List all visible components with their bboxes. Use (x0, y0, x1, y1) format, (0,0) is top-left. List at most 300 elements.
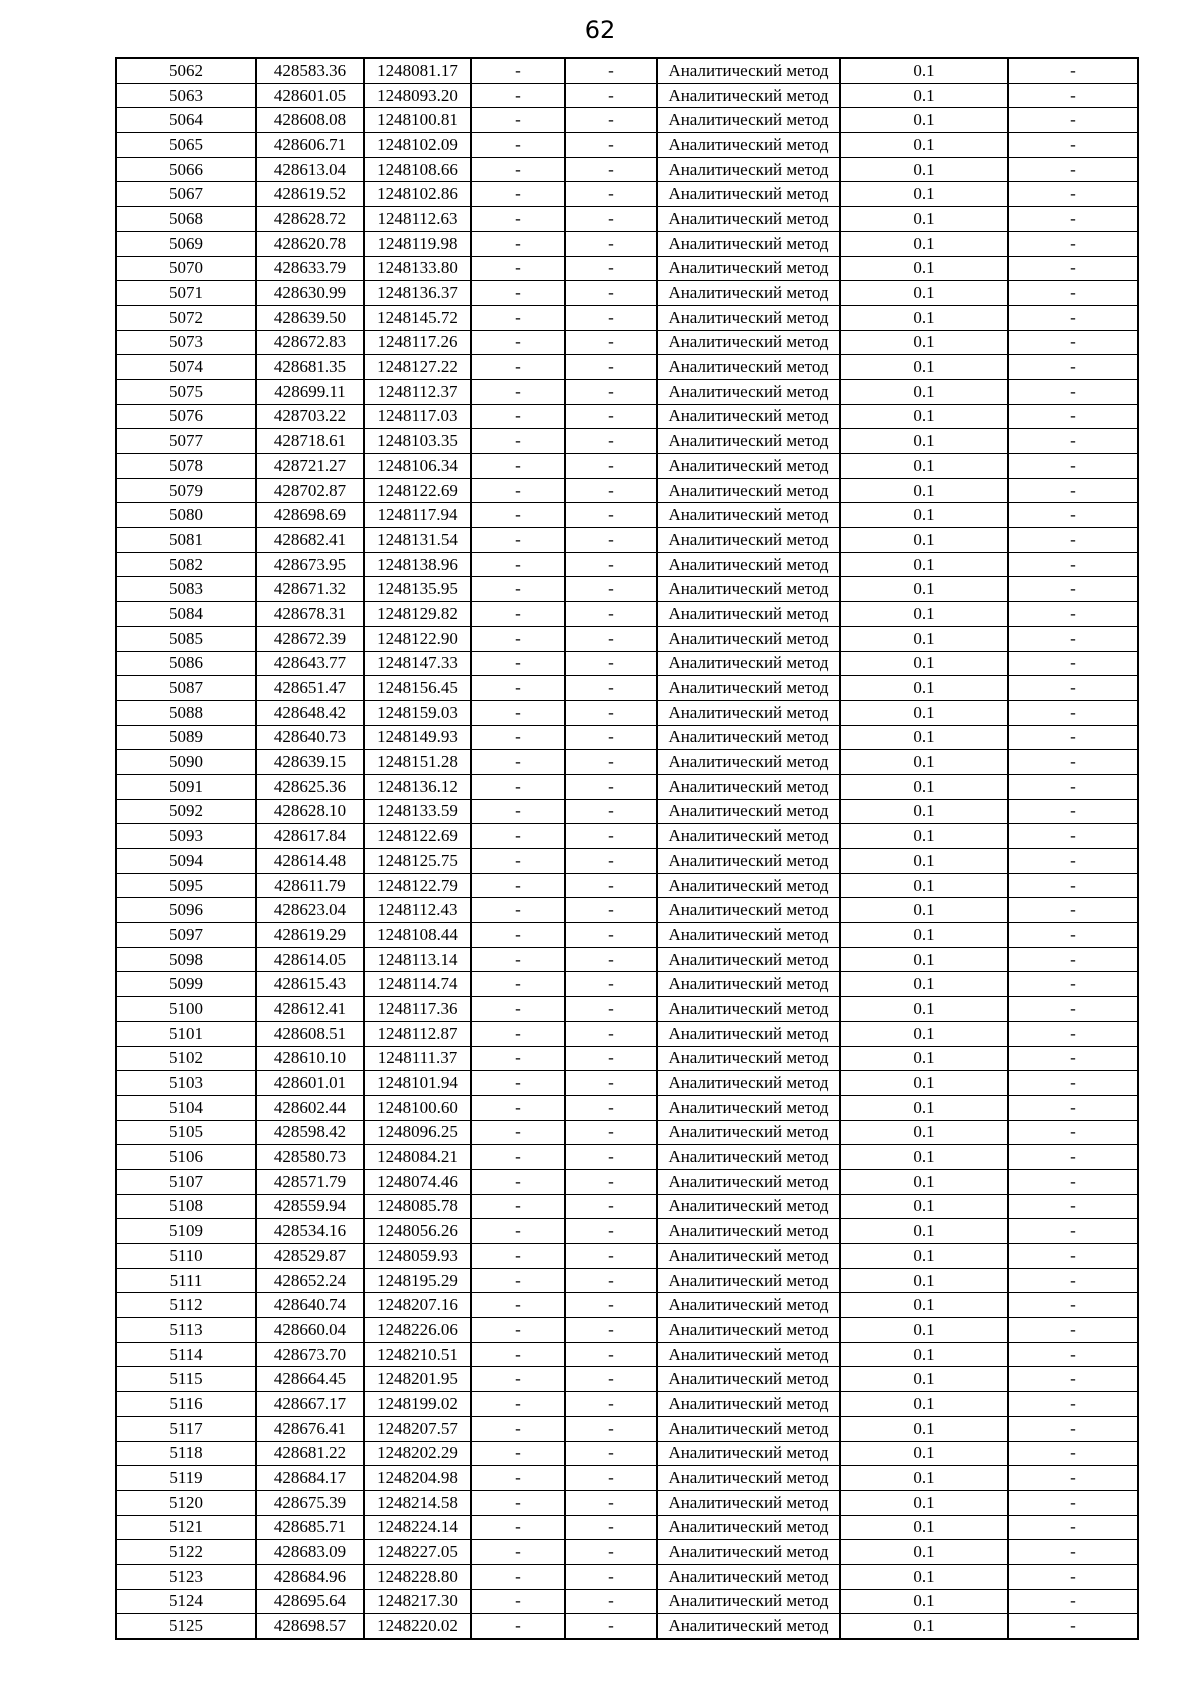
table-row (116, 1244, 1138, 1269)
table-row (116, 330, 1138, 355)
method-cell: Аналитический метод (657, 552, 840, 577)
y-coordinate-cell: 1248117.03 (364, 404, 471, 429)
dash-cell-2: - (565, 1071, 657, 1096)
dash-cell-1: - (471, 651, 565, 676)
dash-cell-2: - (565, 1169, 657, 1194)
dash-cell-3: - (1008, 454, 1138, 479)
dash-cell-3: - (1008, 1145, 1138, 1170)
dash-cell-3: - (1008, 873, 1138, 898)
y-coordinate-cell: 1248145.72 (364, 305, 471, 330)
dash-cell-3: - (1008, 1490, 1138, 1515)
point-number-cell: 5081 (116, 528, 256, 553)
point-number-cell: 5111 (116, 1268, 256, 1293)
method-cell: Аналитический метод (657, 849, 840, 874)
table-row (116, 750, 1138, 775)
accuracy-cell: 0.1 (840, 1244, 1008, 1269)
x-coordinate-cell: 428683.09 (256, 1540, 364, 1565)
dash-cell-3: - (1008, 849, 1138, 874)
dash-cell-3: - (1008, 404, 1138, 429)
accuracy-cell: 0.1 (840, 1564, 1008, 1589)
dash-cell-1: - (471, 207, 565, 232)
point-number-cell: 5118 (116, 1441, 256, 1466)
x-coordinate-cell: 428673.70 (256, 1342, 364, 1367)
x-coordinate-cell: 428640.73 (256, 725, 364, 750)
dash-cell-2: - (565, 503, 657, 528)
dash-cell-1: - (471, 1490, 565, 1515)
method-cell: Аналитический метод (657, 676, 840, 701)
accuracy-cell: 0.1 (840, 799, 1008, 824)
accuracy-cell: 0.1 (840, 997, 1008, 1022)
dash-cell-3: - (1008, 1095, 1138, 1120)
y-coordinate-cell: 1248056.26 (364, 1219, 471, 1244)
dash-cell-2: - (565, 1318, 657, 1343)
table-row (116, 355, 1138, 380)
dash-cell-2: - (565, 1589, 657, 1614)
dash-cell-3: - (1008, 1589, 1138, 1614)
x-coordinate-cell: 428534.16 (256, 1219, 364, 1244)
accuracy-cell: 0.1 (840, 503, 1008, 528)
y-coordinate-cell: 1248081.17 (364, 58, 471, 83)
x-coordinate-cell: 428601.01 (256, 1071, 364, 1096)
point-number-cell: 5064 (116, 108, 256, 133)
accuracy-cell: 0.1 (840, 1169, 1008, 1194)
dash-cell-1: - (471, 1293, 565, 1318)
table-row (116, 824, 1138, 849)
dash-cell-2: - (565, 182, 657, 207)
x-coordinate-cell: 428698.69 (256, 503, 364, 528)
dash-cell-2: - (565, 997, 657, 1022)
method-cell: Аналитический метод (657, 305, 840, 330)
y-coordinate-cell: 1248214.58 (364, 1490, 471, 1515)
dash-cell-2: - (565, 429, 657, 454)
dash-cell-3: - (1008, 651, 1138, 676)
table-row (116, 873, 1138, 898)
table-row (116, 1145, 1138, 1170)
dash-cell-2: - (565, 83, 657, 108)
dash-cell-2: - (565, 750, 657, 775)
dash-cell-3: - (1008, 478, 1138, 503)
accuracy-cell: 0.1 (840, 577, 1008, 602)
x-coordinate-cell: 428718.61 (256, 429, 364, 454)
dash-cell-3: - (1008, 750, 1138, 775)
x-coordinate-cell: 428643.77 (256, 651, 364, 676)
y-coordinate-cell: 1248100.60 (364, 1095, 471, 1120)
y-coordinate-cell: 1248228.80 (364, 1564, 471, 1589)
table-row (116, 1540, 1138, 1565)
accuracy-cell: 0.1 (840, 454, 1008, 479)
dash-cell-2: - (565, 256, 657, 281)
dash-cell-1: - (471, 1021, 565, 1046)
table-row (116, 1095, 1138, 1120)
y-coordinate-cell: 1248224.14 (364, 1515, 471, 1540)
point-number-cell: 5082 (116, 552, 256, 577)
dash-cell-2: - (565, 873, 657, 898)
accuracy-cell: 0.1 (840, 1071, 1008, 1096)
dash-cell-3: - (1008, 1466, 1138, 1491)
table-row (116, 676, 1138, 701)
method-cell: Аналитический метод (657, 182, 840, 207)
dash-cell-3: - (1008, 1441, 1138, 1466)
table-row (116, 1564, 1138, 1589)
dash-cell-1: - (471, 552, 565, 577)
dash-cell-2: - (565, 1342, 657, 1367)
dash-cell-2: - (565, 528, 657, 553)
x-coordinate-cell: 428559.94 (256, 1194, 364, 1219)
x-coordinate-cell: 428617.84 (256, 824, 364, 849)
dash-cell-3: - (1008, 1268, 1138, 1293)
point-number-cell: 5106 (116, 1145, 256, 1170)
y-coordinate-cell: 1248201.95 (364, 1367, 471, 1392)
x-coordinate-cell: 428580.73 (256, 1145, 364, 1170)
dash-cell-3: - (1008, 1120, 1138, 1145)
point-number-cell: 5079 (116, 478, 256, 503)
dash-cell-3: - (1008, 799, 1138, 824)
x-coordinate-cell: 428684.96 (256, 1564, 364, 1589)
x-coordinate-cell: 428671.32 (256, 577, 364, 602)
table-row (116, 997, 1138, 1022)
table-row (116, 725, 1138, 750)
y-coordinate-cell: 1248217.30 (364, 1589, 471, 1614)
dash-cell-2: - (565, 1021, 657, 1046)
dash-cell-1: - (471, 1515, 565, 1540)
method-cell: Аналитический метод (657, 873, 840, 898)
dash-cell-2: - (565, 923, 657, 948)
point-number-cell: 5065 (116, 133, 256, 158)
point-number-cell: 5114 (116, 1342, 256, 1367)
dash-cell-1: - (471, 83, 565, 108)
method-cell: Аналитический метод (657, 355, 840, 380)
dash-cell-3: - (1008, 83, 1138, 108)
method-cell: Аналитический метод (657, 898, 840, 923)
dash-cell-3: - (1008, 58, 1138, 83)
point-number-cell: 5113 (116, 1318, 256, 1343)
method-cell: Аналитический метод (657, 577, 840, 602)
accuracy-cell: 0.1 (840, 602, 1008, 627)
dash-cell-3: - (1008, 1614, 1138, 1639)
method-cell: Аналитический метод (657, 503, 840, 528)
dash-cell-2: - (565, 799, 657, 824)
point-number-cell: 5102 (116, 1046, 256, 1071)
dash-cell-3: - (1008, 1318, 1138, 1343)
point-number-cell: 5085 (116, 626, 256, 651)
point-number-cell: 5089 (116, 725, 256, 750)
method-cell: Аналитический метод (657, 404, 840, 429)
table-body (116, 58, 1138, 1639)
y-coordinate-cell: 1248114.74 (364, 972, 471, 997)
dash-cell-2: - (565, 1416, 657, 1441)
accuracy-cell: 0.1 (840, 404, 1008, 429)
dash-cell-1: - (471, 1120, 565, 1145)
method-cell: Аналитический метод (657, 207, 840, 232)
table-row (116, 256, 1138, 281)
x-coordinate-cell: 428660.04 (256, 1318, 364, 1343)
y-coordinate-cell: 1248136.12 (364, 774, 471, 799)
x-coordinate-cell: 428625.36 (256, 774, 364, 799)
x-coordinate-cell: 428673.95 (256, 552, 364, 577)
point-number-cell: 5075 (116, 379, 256, 404)
x-coordinate-cell: 428699.11 (256, 379, 364, 404)
table-row (116, 577, 1138, 602)
dash-cell-3: - (1008, 355, 1138, 380)
dash-cell-1: - (471, 1095, 565, 1120)
accuracy-cell: 0.1 (840, 1318, 1008, 1343)
y-coordinate-cell: 1248151.28 (364, 750, 471, 775)
point-number-cell: 5112 (116, 1293, 256, 1318)
accuracy-cell: 0.1 (840, 1614, 1008, 1639)
accuracy-cell: 0.1 (840, 1120, 1008, 1145)
accuracy-cell: 0.1 (840, 1490, 1008, 1515)
method-cell: Аналитический метод (657, 626, 840, 651)
dash-cell-3: - (1008, 133, 1138, 158)
accuracy-cell: 0.1 (840, 355, 1008, 380)
accuracy-cell: 0.1 (840, 947, 1008, 972)
y-coordinate-cell: 1248220.02 (364, 1614, 471, 1639)
method-cell: Аналитический метод (657, 1194, 840, 1219)
x-coordinate-cell: 428620.78 (256, 231, 364, 256)
dash-cell-2: - (565, 1466, 657, 1491)
accuracy-cell: 0.1 (840, 824, 1008, 849)
dash-cell-1: - (471, 1367, 565, 1392)
accuracy-cell: 0.1 (840, 1145, 1008, 1170)
point-number-cell: 5077 (116, 429, 256, 454)
dash-cell-3: - (1008, 1169, 1138, 1194)
method-cell: Аналитический метод (657, 947, 840, 972)
point-number-cell: 5062 (116, 58, 256, 83)
dash-cell-2: - (565, 404, 657, 429)
point-number-cell: 5097 (116, 923, 256, 948)
dash-cell-1: - (471, 898, 565, 923)
dash-cell-1: - (471, 1466, 565, 1491)
point-number-cell: 5117 (116, 1416, 256, 1441)
dash-cell-2: - (565, 454, 657, 479)
point-number-cell: 5076 (116, 404, 256, 429)
dash-cell-3: - (1008, 602, 1138, 627)
dash-cell-2: - (565, 207, 657, 232)
point-number-cell: 5080 (116, 503, 256, 528)
dash-cell-3: - (1008, 824, 1138, 849)
y-coordinate-cell: 1248102.86 (364, 182, 471, 207)
method-cell: Аналитический метод (657, 1046, 840, 1071)
dash-cell-1: - (471, 1589, 565, 1614)
table-row (116, 1589, 1138, 1614)
method-cell: Аналитический метод (657, 1145, 840, 1170)
dash-cell-3: - (1008, 1046, 1138, 1071)
table-row (116, 429, 1138, 454)
dash-cell-2: - (565, 1120, 657, 1145)
x-coordinate-cell: 428695.64 (256, 1589, 364, 1614)
x-coordinate-cell: 428640.74 (256, 1293, 364, 1318)
table-row (116, 182, 1138, 207)
method-cell: Аналитический метод (657, 997, 840, 1022)
dash-cell-1: - (471, 108, 565, 133)
dash-cell-2: - (565, 700, 657, 725)
table-row (116, 58, 1138, 83)
accuracy-cell: 0.1 (840, 873, 1008, 898)
point-number-cell: 5104 (116, 1095, 256, 1120)
method-cell: Аналитический метод (657, 133, 840, 158)
dash-cell-1: - (471, 1071, 565, 1096)
point-number-cell: 5120 (116, 1490, 256, 1515)
dash-cell-3: - (1008, 429, 1138, 454)
x-coordinate-cell: 428601.05 (256, 83, 364, 108)
dash-cell-2: - (565, 281, 657, 306)
accuracy-cell: 0.1 (840, 1219, 1008, 1244)
y-coordinate-cell: 1248135.95 (364, 577, 471, 602)
point-number-cell: 5115 (116, 1367, 256, 1392)
x-coordinate-cell: 428664.45 (256, 1367, 364, 1392)
dash-cell-1: - (471, 256, 565, 281)
y-coordinate-cell: 1248112.87 (364, 1021, 471, 1046)
y-coordinate-cell: 1248210.51 (364, 1342, 471, 1367)
point-number-cell: 5110 (116, 1244, 256, 1269)
x-coordinate-cell: 428672.83 (256, 330, 364, 355)
dash-cell-1: - (471, 1342, 565, 1367)
dash-cell-1: - (471, 1194, 565, 1219)
x-coordinate-cell: 428721.27 (256, 454, 364, 479)
method-cell: Аналитический метод (657, 83, 840, 108)
dash-cell-3: - (1008, 1564, 1138, 1589)
method-cell: Аналитический метод (657, 824, 840, 849)
dash-cell-1: - (471, 1318, 565, 1343)
dash-cell-2: - (565, 972, 657, 997)
dash-cell-1: - (471, 231, 565, 256)
table-row (116, 108, 1138, 133)
point-number-cell: 5093 (116, 824, 256, 849)
dash-cell-2: - (565, 157, 657, 182)
y-coordinate-cell: 1248147.33 (364, 651, 471, 676)
point-number-cell: 5067 (116, 182, 256, 207)
method-cell: Аналитический метод (657, 1318, 840, 1343)
x-coordinate-cell: 428614.48 (256, 849, 364, 874)
point-number-cell: 5073 (116, 330, 256, 355)
dash-cell-1: - (471, 1268, 565, 1293)
accuracy-cell: 0.1 (840, 725, 1008, 750)
accuracy-cell: 0.1 (840, 898, 1008, 923)
point-number-cell: 5100 (116, 997, 256, 1022)
method-cell: Аналитический метод (657, 799, 840, 824)
table-row (116, 528, 1138, 553)
dash-cell-3: - (1008, 898, 1138, 923)
method-cell: Аналитический метод (657, 1564, 840, 1589)
dash-cell-3: - (1008, 577, 1138, 602)
method-cell: Аналитический метод (657, 774, 840, 799)
table-row (116, 1441, 1138, 1466)
y-coordinate-cell: 1248133.59 (364, 799, 471, 824)
y-coordinate-cell: 1248103.35 (364, 429, 471, 454)
dash-cell-1: - (471, 133, 565, 158)
dash-cell-3: - (1008, 676, 1138, 701)
accuracy-cell: 0.1 (840, 182, 1008, 207)
y-coordinate-cell: 1248138.96 (364, 552, 471, 577)
dash-cell-1: - (471, 478, 565, 503)
dash-cell-3: - (1008, 379, 1138, 404)
accuracy-cell: 0.1 (840, 972, 1008, 997)
point-number-cell: 5072 (116, 305, 256, 330)
table-row (116, 133, 1138, 158)
dash-cell-3: - (1008, 281, 1138, 306)
dash-cell-1: - (471, 330, 565, 355)
dash-cell-2: - (565, 231, 657, 256)
dash-cell-1: - (471, 676, 565, 701)
dash-cell-1: - (471, 1392, 565, 1417)
accuracy-cell: 0.1 (840, 774, 1008, 799)
y-coordinate-cell: 1248112.37 (364, 379, 471, 404)
x-coordinate-cell: 428613.04 (256, 157, 364, 182)
x-coordinate-cell: 428676.41 (256, 1416, 364, 1441)
dash-cell-1: - (471, 379, 565, 404)
dash-cell-3: - (1008, 157, 1138, 182)
point-number-cell: 5107 (116, 1169, 256, 1194)
table-row (116, 1268, 1138, 1293)
x-coordinate-cell: 428608.51 (256, 1021, 364, 1046)
x-coordinate-cell: 428681.22 (256, 1441, 364, 1466)
dash-cell-1: - (471, 1145, 565, 1170)
point-number-cell: 5125 (116, 1614, 256, 1639)
dash-cell-1: - (471, 923, 565, 948)
table-row (116, 849, 1138, 874)
y-coordinate-cell: 1248195.29 (364, 1268, 471, 1293)
table-row (116, 1293, 1138, 1318)
accuracy-cell: 0.1 (840, 108, 1008, 133)
coordinates-table (115, 57, 1139, 1640)
y-coordinate-cell: 1248085.78 (364, 1194, 471, 1219)
point-number-cell: 5103 (116, 1071, 256, 1096)
accuracy-cell: 0.1 (840, 1441, 1008, 1466)
x-coordinate-cell: 428571.79 (256, 1169, 364, 1194)
y-coordinate-cell: 1248122.69 (364, 824, 471, 849)
dash-cell-3: - (1008, 972, 1138, 997)
x-coordinate-cell: 428684.17 (256, 1466, 364, 1491)
accuracy-cell: 0.1 (840, 231, 1008, 256)
dash-cell-1: - (471, 824, 565, 849)
x-coordinate-cell: 428651.47 (256, 676, 364, 701)
y-coordinate-cell: 1248122.79 (364, 873, 471, 898)
x-coordinate-cell: 428681.35 (256, 355, 364, 380)
dash-cell-3: - (1008, 1515, 1138, 1540)
point-number-cell: 5119 (116, 1466, 256, 1491)
point-number-cell: 5124 (116, 1589, 256, 1614)
dash-cell-3: - (1008, 923, 1138, 948)
x-coordinate-cell: 428615.43 (256, 972, 364, 997)
dash-cell-2: - (565, 947, 657, 972)
dash-cell-1: - (471, 355, 565, 380)
x-coordinate-cell: 428628.72 (256, 207, 364, 232)
y-coordinate-cell: 1248199.02 (364, 1392, 471, 1417)
dash-cell-2: - (565, 626, 657, 651)
x-coordinate-cell: 428610.10 (256, 1046, 364, 1071)
accuracy-cell: 0.1 (840, 305, 1008, 330)
accuracy-cell: 0.1 (840, 750, 1008, 775)
table-row (116, 1416, 1138, 1441)
method-cell: Аналитический метод (657, 1392, 840, 1417)
method-cell: Аналитический метод (657, 651, 840, 676)
accuracy-cell: 0.1 (840, 1046, 1008, 1071)
method-cell: Аналитический метод (657, 1244, 840, 1269)
table-row (116, 1194, 1138, 1219)
dash-cell-2: - (565, 1367, 657, 1392)
y-coordinate-cell: 1248127.22 (364, 355, 471, 380)
table-row (116, 1120, 1138, 1145)
accuracy-cell: 0.1 (840, 676, 1008, 701)
point-number-cell: 5086 (116, 651, 256, 676)
y-coordinate-cell: 1248204.98 (364, 1466, 471, 1491)
dash-cell-1: - (471, 577, 565, 602)
dash-cell-2: - (565, 1095, 657, 1120)
dash-cell-3: - (1008, 997, 1138, 1022)
x-coordinate-cell: 428619.29 (256, 923, 364, 948)
accuracy-cell: 0.1 (840, 207, 1008, 232)
accuracy-cell: 0.1 (840, 651, 1008, 676)
